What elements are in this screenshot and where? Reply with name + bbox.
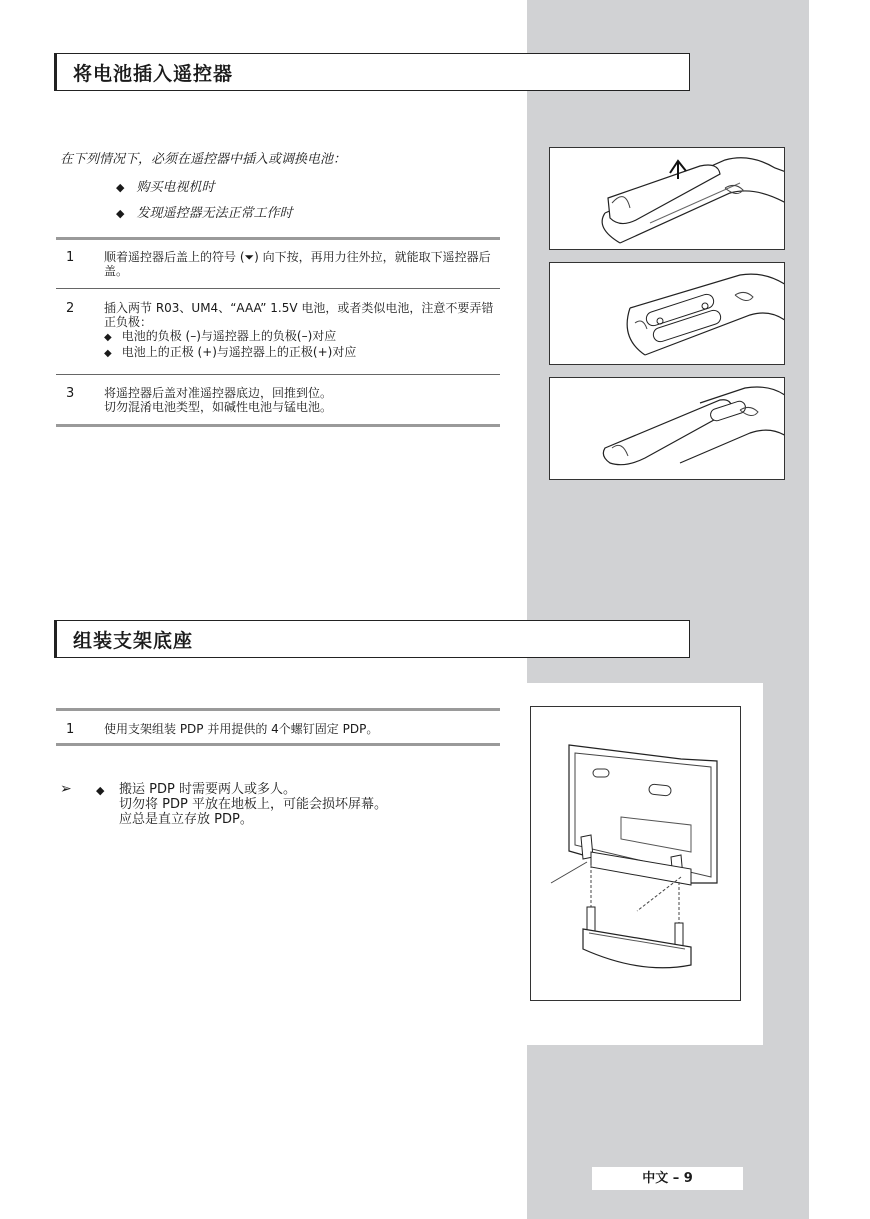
step-text-main: 插入两节 R03、UM4、“AAA” 1.5V 电池，或者类似电池，注意不要弄错正负极：: [104, 301, 494, 329]
step-text: 顺着遥控器后盖上的符号 (⏷) 向下按，再用力往外拉，就能取下遥控器后盖。: [104, 250, 491, 278]
step-sub-item: [104, 345, 504, 361]
divider: [56, 424, 500, 427]
divider: [56, 743, 500, 746]
step-sub-text: 电池上的正极 (+)与遥控器上的正极(+)对应: [121, 345, 357, 359]
step-sub-text: 电池的负极 (–)与遥控器上的负极(–)对应: [121, 329, 337, 343]
step-number: 3: [66, 386, 75, 401]
diamond-bullet-icon: ◆: [104, 348, 112, 359]
step-text: [104, 301, 504, 361]
step-text-line: 切勿混淆电池类型，如碱性电池与锰电池。: [104, 400, 333, 414]
bullet-item: [116, 202, 292, 221]
note-line: 应总是直立存放 PDP。: [119, 812, 253, 827]
remote-battery-insert-figure: [549, 262, 785, 365]
note-line: 搬运 PDP 时需要两人或多人。: [119, 782, 296, 797]
divider: [56, 237, 500, 240]
bullet-text: 购买电视机时: [136, 180, 215, 195]
step-sub-item: [104, 329, 504, 345]
divider: [56, 708, 500, 711]
divider: [56, 288, 500, 289]
page-number: 中文 – 9: [592, 1167, 743, 1190]
battery-intro-text: 在下列情况下，必须在遥控器中插入或调换电池：: [60, 152, 347, 167]
step-text-line: 将遥控器后盖对准遥控器底边，回推到位。: [104, 386, 333, 400]
section-title-battery: 将电池插入遥控器: [73, 63, 234, 85]
stand-assembly-figure: [530, 706, 741, 1001]
step-number: 1: [66, 722, 75, 737]
bullet-item: [116, 176, 214, 195]
step-text: 使用支架组装 PDP 并用提供的 4个螺钉固定 PDP。: [104, 722, 379, 736]
bullet-text: 发现遥控器无法正常工作时: [136, 206, 293, 221]
section-title-box-battery: [54, 53, 690, 91]
note-arrow-icon: ➢: [60, 781, 72, 797]
step-number: 2: [66, 301, 75, 316]
divider: [56, 374, 500, 375]
diamond-bullet-icon: ◆: [116, 181, 125, 194]
note-line: 切勿将 PDP 平放在地板上，可能会损坏屏幕。: [119, 797, 387, 812]
remote-cover-removal-figure: [549, 147, 785, 250]
diamond-bullet-icon: ◆: [104, 332, 112, 343]
diamond-bullet-icon: ◆: [116, 207, 125, 220]
remote-cover-replace-figure: [549, 377, 785, 480]
diamond-bullet-icon: ◆: [96, 784, 105, 797]
section-title-box-stand: [54, 620, 690, 658]
section-title-stand: 组装支架底座: [73, 630, 194, 652]
step-number: 1: [66, 250, 75, 265]
step-text: [104, 386, 504, 414]
